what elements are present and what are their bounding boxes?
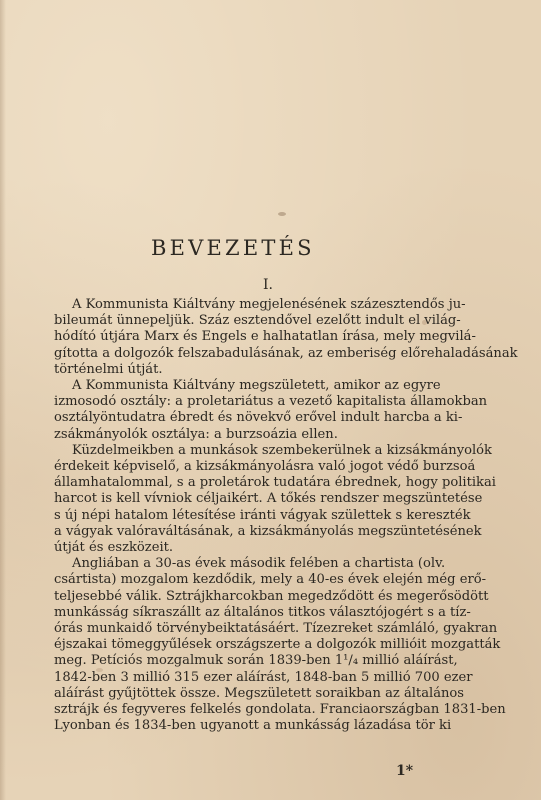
text-line: zsákmányolók osztálya: a burzsoázia ellen. [54,426,338,442]
text-line: teljesebbé válik. Sztrájkharcokban megedződött és megerősödött [54,588,489,604]
text-line: éjszakai tömeggyűlések országszerte a dolgozók millióit mozgatták [54,637,501,653]
text-line: hódító útjára Marx és Engels e halhatatlan írása, mely megvilá- [54,329,476,345]
text-line: gította a dolgozók felszabadulásának, az emberiség előrehaladásának [54,345,518,361]
text-line: A Kommunista Kiáltvány megjelenésének százesztendős ju- [72,297,466,312]
paragraph-4 [54,556,506,734]
text-line: osztályöntudatra ébredt és növekvő erővel indult harcba a ki- [54,410,463,426]
text-line: aláírást gyűjtöttek össze. Megszületett soraikban az általános [54,685,465,701]
text-line: s új népi hatalom létesítése iránti vágyak születtek s kereszték [54,507,471,523]
text-line: 1842-ben 3 millió 315 ezer aláírást, 1848-ban 5 millió 700 ezer [54,669,473,685]
text-line: útját és eszközeit. [54,540,174,556]
page-fold-shadow [0,0,6,800]
signature-mark: 1* [396,763,414,779]
text-line: érdekeit képviselő, a kizsákmányolásra való jogot védő burzsoá [54,459,476,475]
text-line: harcot is kell vívniok céljaikért. A tőkés rendszer megszüntetése [54,491,483,507]
text-line: csártista) mozgalom kezdődik, mely a 40-es évek elején még erő- [54,572,487,588]
text-line: a vágyak valóraváltásának, a kizsákmányolás megszüntetésének [54,523,482,539]
text-line: Angliában a 30-as évek második felében a chartista (olv. [72,556,446,572]
text-line: Lyonban és 1834-ben ugyanott a munkásság lázadása tör ki [54,718,452,734]
text-line: Küzdelmeikben a munkások szembekerülnek a kizsákmányolók [72,442,492,458]
text-line: történelmi útját. [54,361,163,377]
text-line: munkásság síkraszállt az általános titkos választójogért s a tíz- [54,604,471,620]
text-line: bileumát ünnepeljük. Száz esztendővel ezelőtt indult el világ- [54,313,461,329]
text-line: izmosodó osztály: a proletariátus a vezető kapitalista államokban [54,394,488,410]
paragraph-3 [54,442,496,556]
section-number: I. [263,277,273,293]
text-line: meg. Petíciós mozgalmuk során 1839-ben 1¹/₄ millió aláírást, [54,653,458,669]
text-line: államhatalommal, s a proletárok tudatára ébrednek, hogy politikai [54,475,496,491]
chapter-heading: BEVEZETÉS [151,236,315,260]
paragraph-2 [54,378,488,443]
text-line: sztrájk és fegyveres felkelés gondolata. Franciaországban 1831-ben [54,702,506,718]
body-text [54,297,518,734]
paragraph-1 [54,297,518,378]
text-line: A Kommunista Kiáltvány megszületett, amikor az egyre [72,378,441,394]
text-line: órás munkaidő törvénybeiktatásáért. Tízezreket számláló, gyakran [54,621,498,637]
paper-spot [278,212,286,216]
